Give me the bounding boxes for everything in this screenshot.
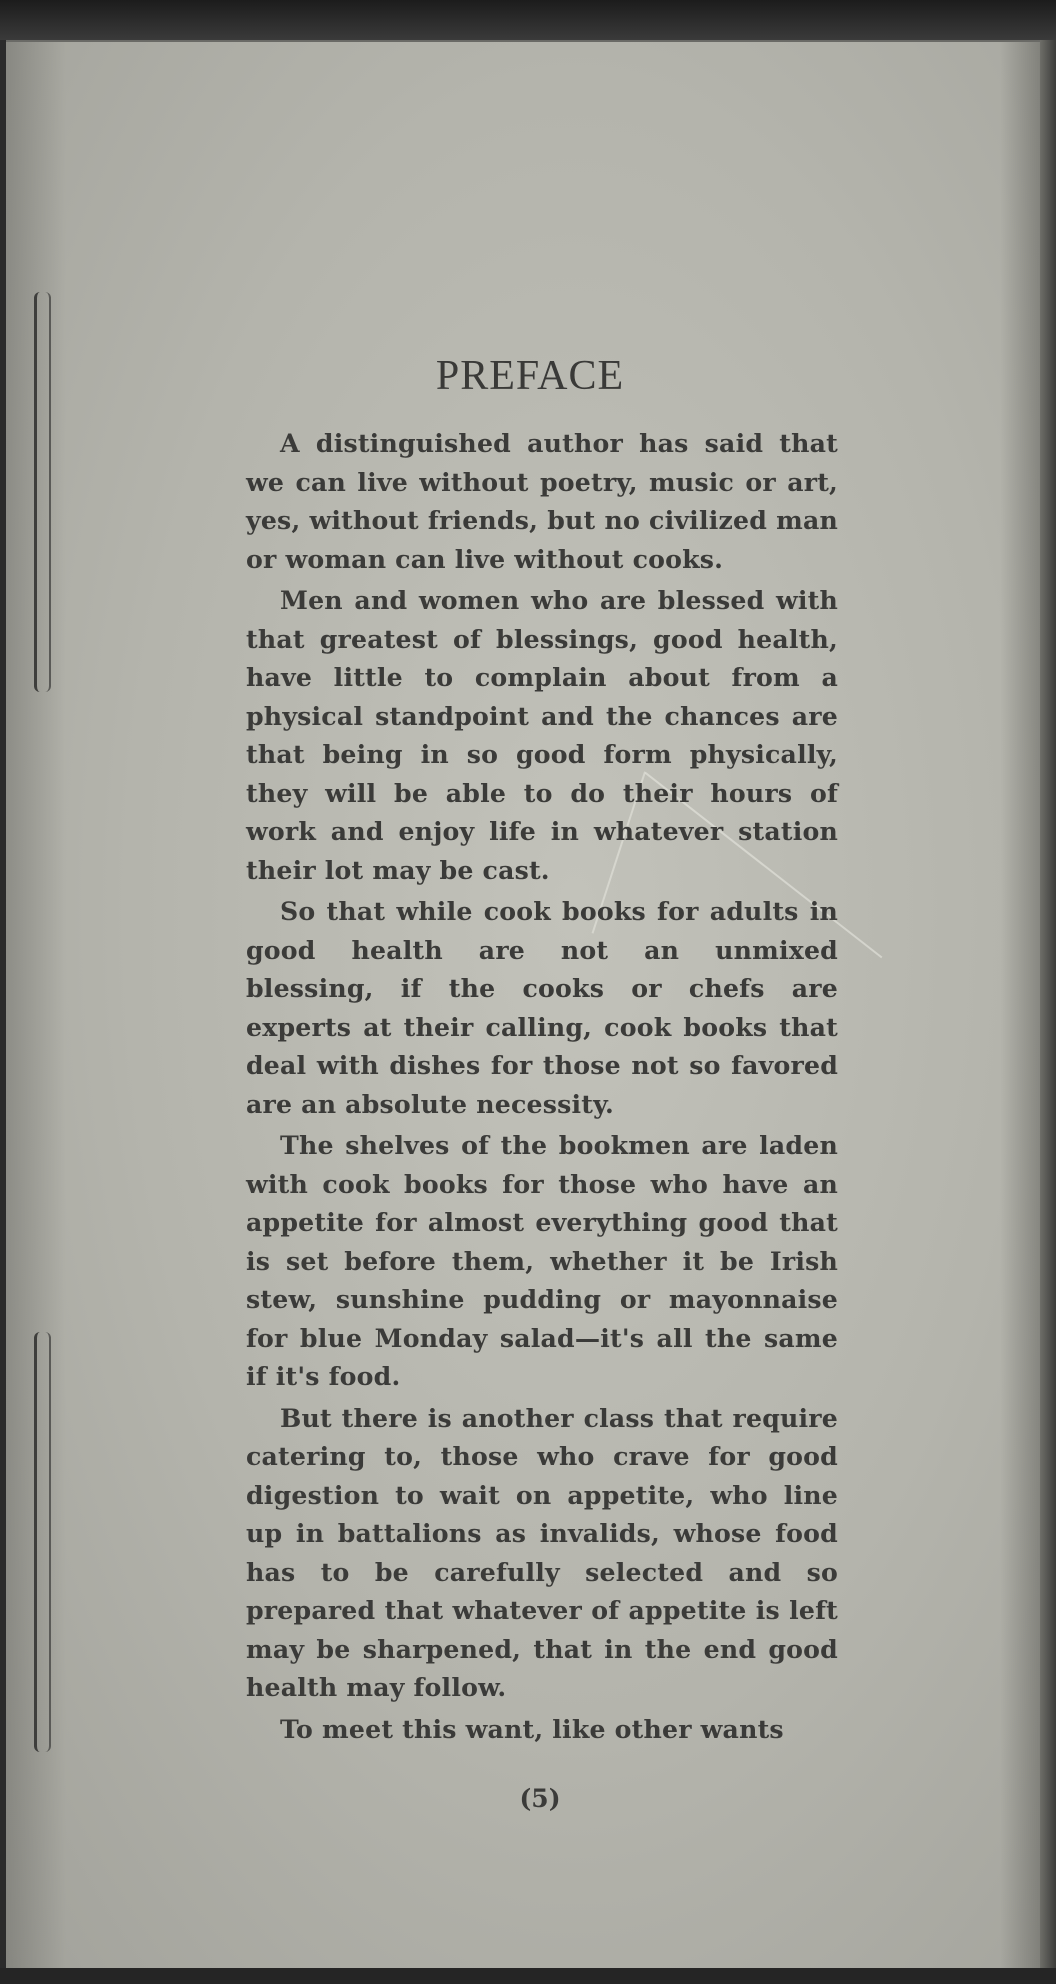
binding-stitch-bottom: [34, 1332, 51, 1752]
page-title: PREFACE: [435, 353, 625, 399]
scan-top-edge: [0, 0, 1056, 40]
paragraph: Men and women who are blessed with that greatest of blessings, good health, have little to complain about from a physical standpoint and the chances are that being in so good form physically, they will be able to do their hours of work and enjoy life in whatever station their lot may be cast.: [246, 585, 838, 885]
preface-body: [246, 424, 838, 1748]
paragraph: To meet this want, like other wants: [280, 1713, 784, 1744]
scan-bottom-edge: [0, 1968, 1056, 1984]
page-number: (5): [519, 1784, 561, 1813]
binding-stitch-top: [34, 292, 51, 692]
paragraph: But there is another class that require catering to, those who crave for good digestion to wait on appetite, who line up in battalions as invalids, whose food has to be carefully selected and so prepared that whatever of appetite is left may be sharpened, that in the end good health may follow.: [246, 1402, 838, 1702]
paragraph: So that while cook books for adults in good health are not an unmixed blessing, if the cooks or chefs are experts at their calling, cook books that deal with dishes for those not so favored are an absolute necessity.: [246, 896, 838, 1119]
paragraph: The shelves of the bookmen are laden with cook books for those who have an appetite for almost everything good that is set before them, whether it be Irish stew, sunshine pudding or mayonnaise for blue Monday salad—it's all the same if it's food.: [246, 1130, 838, 1391]
paragraph: A distinguished author has said that we can live without poetry, music or art, yes, without friends, but no civilized man or woman can live without cooks.: [246, 428, 838, 574]
